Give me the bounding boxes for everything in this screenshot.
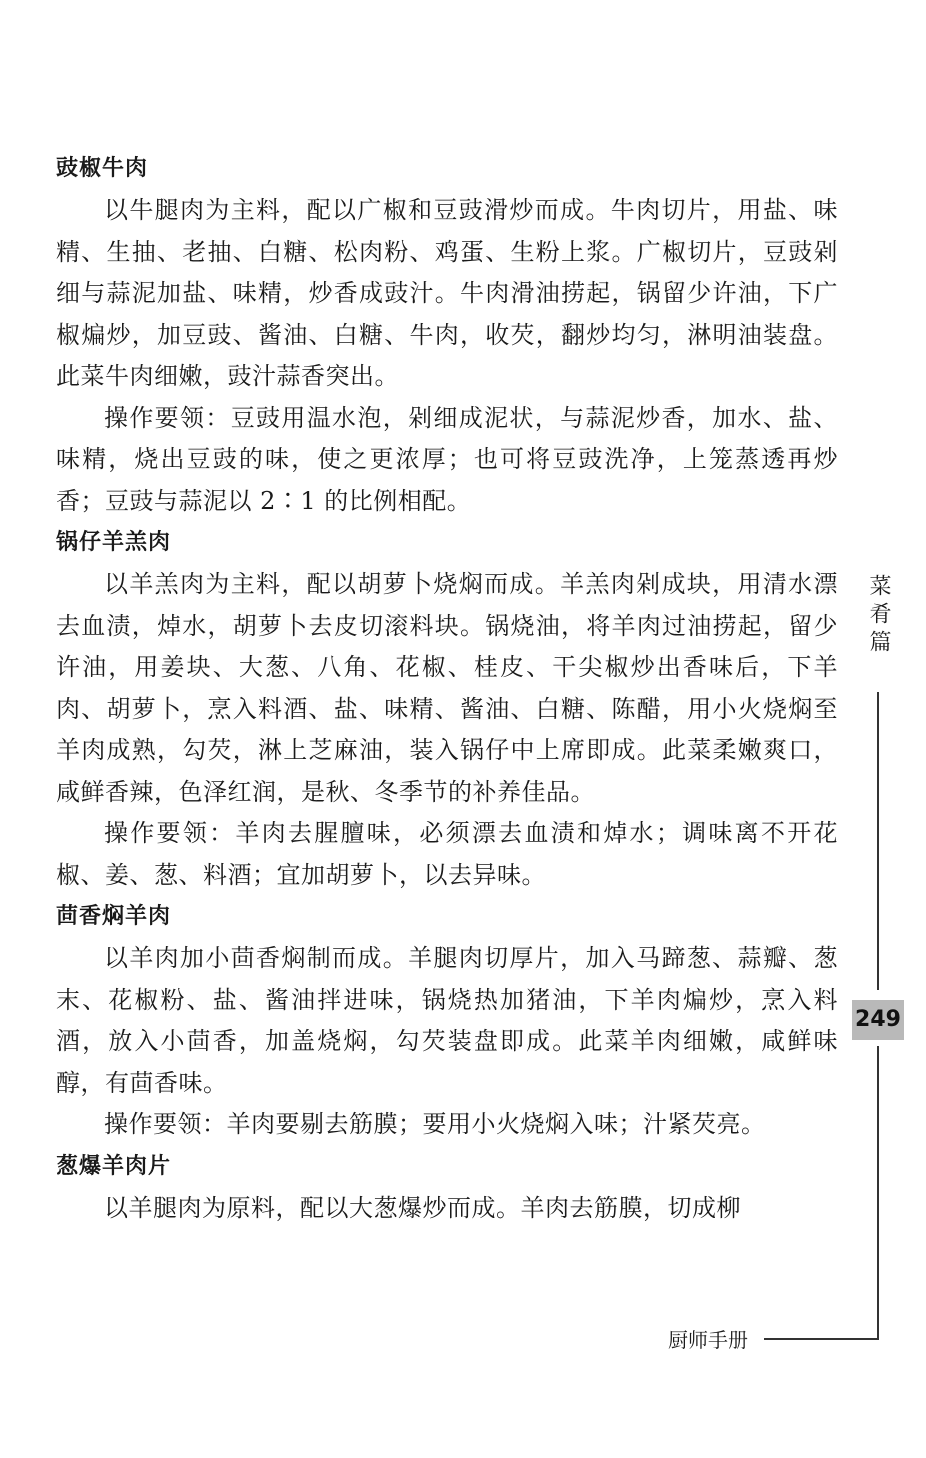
recipe-tips: 操作要领：豆豉用温水泡，剁细成泥状，与蒜泥炒香，加水、盐、味精，烧出豆豉的味，使之更浓厚；也可将豆豉洗净，上笼蒸透再炒香；豆豉与蒜泥以 2∶1 的比例相配。	[56, 403, 838, 515]
margin-rule-lower	[877, 1046, 879, 1338]
recipe-tips: 操作要领：羊肉去腥膻味，必须漂去血渍和焯水；调味离不开花椒、姜、葱、料酒；宜加胡萝卜，以去异味。	[56, 819, 838, 889]
recipe-tips: 操作要领：羊肉要剔去筋膜；要用小火烧焖入味；汁紧芡亮。	[104, 1110, 766, 1138]
recipe-description: 以牛腿肉为主料，配以广椒和豆豉滑炒而成。牛肉切片，用盐、味精、生抽、老抽、白糖、松肉粉、鸡蛋、生粉上浆。广椒切片，豆豉剁细与蒜泥加盐、味精，炒香成豉汁。牛肉滑油捞起，锅留少许油，下广椒煸炒，加豆豉、酱油、白糖、牛肉，收芡，翻炒均匀，淋明油装盘。此菜牛肉细嫩，豉汁蒜香突出。	[56, 196, 838, 390]
footer-rule	[764, 1338, 879, 1340]
recipe-title: 茴香焖羊肉	[56, 904, 172, 929]
page-body	[56, 148, 838, 1229]
margin-rule-upper	[877, 692, 879, 990]
recipe-section	[56, 896, 838, 1146]
page-number: 249	[852, 1000, 904, 1040]
recipe-section	[56, 148, 838, 522]
recipe-title: 锅仔羊羔肉	[56, 530, 172, 555]
recipe-section	[56, 522, 838, 896]
recipe-title: 葱爆羊肉片	[56, 1153, 172, 1179]
recipe-description: 以羊肉加小茴香焖制而成。羊腿肉切厚片，加入马蹄葱、蒜瓣、葱末、花椒粉、盐、酱油拌进味，锅烧热加猪油，下羊肉煸炒，烹入料酒，放入小茴香，加盖烧焖，勾芡装盘即成。此菜羊肉细嫩，咸鲜味醇，有茴香味。	[56, 944, 838, 1097]
recipe-title: 豉椒牛肉	[56, 156, 149, 181]
recipe-description: 以羊羔肉为主料，配以胡萝卜烧焖而成。羊羔肉剁成块，用清水漂去血渍，焯水，胡萝卜去皮切滚料块。锅烧油，将羊肉过油捞起，留少许油，用姜块、大葱、八角、花椒、桂皮、干尖椒炒出香味后，下羊肉、胡萝卜，烹入料酒、盐、味精、酱油、白糖、陈醋，用小火烧焖至羊肉成熟，勾芡，淋上芝麻油，装入锅仔中上席即成。此菜柔嫩爽口，咸鲜香辣，色泽红润，是秋、冬季节的补养佳品。	[56, 570, 838, 806]
running-footer: 厨师手册	[668, 1328, 748, 1352]
recipe-description: 以羊腿肉为原料，配以大葱爆炒而成。羊肉去筋膜，切成柳	[104, 1193, 741, 1222]
chapter-side-label: 菜肴篇	[866, 574, 891, 658]
recipe-section	[56, 1146, 838, 1230]
